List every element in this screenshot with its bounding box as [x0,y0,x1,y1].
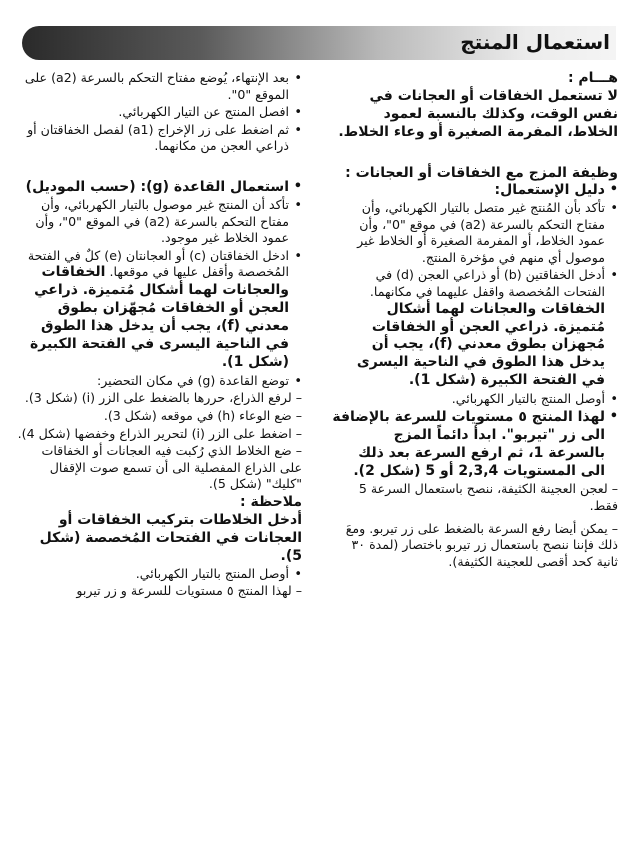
paragraph: • بعد الإنتهاء، يُوضع مفتاح التحكم بالسرعة (a2) على الموقع "0". [16,70,302,103]
guide-title: • دليل الإستعمال: [332,182,618,200]
paragraph: – ضع الخلاط الذي رُكبت فيه العجانات أو الخفاقات على الذراع المفصلية الى أن تسمع صوت الإقفال "كليك" (شكل 5). [41,443,302,492]
paragraph: – ضع الوعاء (h) في موقعه (شكل 3). [103,408,302,424]
left-column [16,70,302,601]
section-title: • استعمال القاعدة (g): (حسب الموديل) [16,179,302,197]
paragraph: • توضع القاعدة (g) في مكان التحضير: [16,373,302,390]
warning-label: هـــام : [567,70,618,86]
paragraph: • تأكد بأن المُنتج غير متصل بالتيار الكهربائي، وأن مفتاح التحكم بالسرعة (a2) في موقع "0"، وأن عمود الخلاط، أو المفرمة الصغيرة أو الخلاط غير موصول أي منهم في مؤخرة المنتج. [332,200,618,266]
paragraph [332,267,618,390]
paragraph: • افصل المنتج عن التيار الكهربائي. [16,104,302,121]
paragraph-text: أدخل الخفاقتين (b) أو ذراعي العجن (d) في الفتحات المُخصصة واقفل عليهما في مكانهما. [369,267,605,300]
paragraph-bold: • لهذا المنتج ٥ مستويات للسرعة بالإضافة الى زر "تيربو". ابدأ دائماً المزج بالسرعة 1، ثم ارفع السرعة بعد ذلك الى المستويات 2,3,4 أو 5 (شكل 2). [332,409,618,481]
paragraph-bold: الخفاقات والعجانات لهما أشكال مُتميزة. ذراعي العجن أو الخفاقات مُجهزان بطوق معدني (f)، يجب أن يدخل هذا الطوق في الناحية اليسرى في الفتحة الكبيرة (شكل 1). [356,300,605,389]
paragraph: – يمكن أيضا رفع السرعة بالضغط على زر تيربو. ومعَ ذلك فإننا ننصح باستعمال زر تيربو باختصار (لمدة ٣٠ ثانية كحد أقصى للعجينة الكثيفة). [345,520,618,569]
paragraph: • أوصل المنتج بالتيار الكهربائي. [16,566,302,583]
paragraph: – لعجن العجينة الكثيفة، ننصح باستعمال السرعة 5 فقط. [358,481,618,514]
paragraph: • ثم اضغط على زر الإخراج (a1) لفصل الخفاقتان أو ذراعي العجن من مكانهما. [16,122,302,155]
paragraph: – اضغط على الزر (i) لتحرير الذراع وخفضها (شكل 4). [17,425,302,441]
section-title: وظيفة المزج مع الخفاقات أو العجانات : [345,164,618,181]
note-text: أدخل الخلاطات بتركيب الخفاقات أو العجانات في الفتحات المُخصصة (شكل 5). [39,512,302,564]
paragraph [16,248,302,372]
paragraph: • تأكد أن المنتج غير موصول بالتيار الكهربائي، وأن مفتاح التحكم بالسرعة (a2) في الموقع "0"، وأن عمود الخلاط غير موجود. [16,197,302,247]
right-column [332,70,618,571]
paragraph-bold: الخفاقات والعجانات لهما أشكال مُتميزة. ذراعي العجن أو الخفاقات مُجهّزان بطوق معدني (f)، يجب أن يدخل هذا الطوق في الناحية اليسرى في الفتحة الكبيرة (شكل 1). [30,264,289,370]
paragraph-text: ادخل الخفاقتان (c) أو العجانتان (e) كلٌ في الفتحة المُخصصة وأقفل عليها في موقعها. [27,247,289,280]
paragraph: – لرفع الذراع، حررها بالضغط على الزر (i) (شكل 3). [24,390,302,406]
page-title: استعمال المنتج [460,30,610,54]
note-label: ملاحظة : [240,494,302,511]
warning-text: لا تستعمل الخفاقات أو العجانات في نفس الوقت، وكذلك بالنسبة لعمود الخلاط، المفرمة الصغيرة أو وعاء الخلاط. [338,87,618,140]
paragraph: – لهذا المنتج ٥ مستويات للسرعة و زر تيربو [76,583,302,599]
paragraph: • أوصل المنتج بالتيار الكهربائي. [332,391,618,408]
